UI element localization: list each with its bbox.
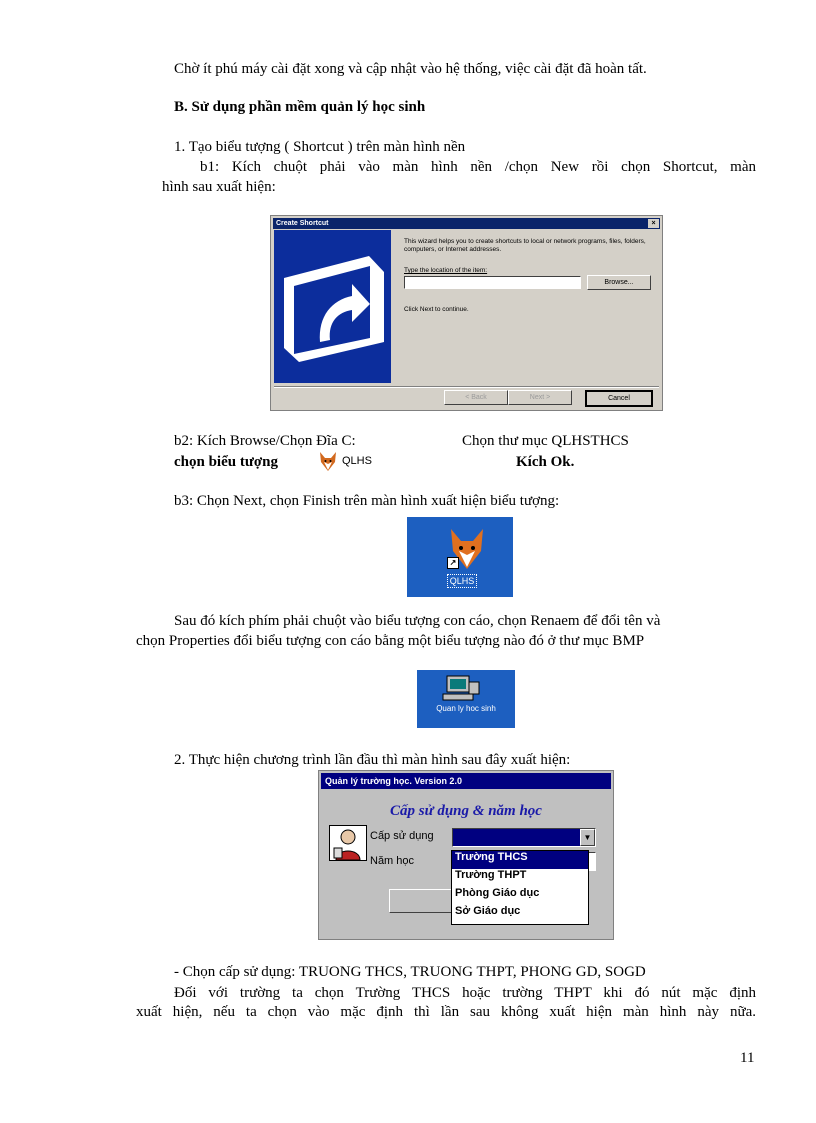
cancel-button[interactable]: Cancel: [585, 390, 653, 407]
desktop-icon-label: Quan ly hoc sinh: [436, 704, 496, 713]
back-button[interactable]: < Back: [444, 390, 508, 405]
b1-line1: b1: Kích chuột phải vào màn hình nền /chọn New rồi chọn Shortcut, màn: [200, 159, 756, 175]
dialog-title: Create Shortcut: [273, 218, 660, 229]
page-number: 11: [740, 1050, 755, 1066]
create-shortcut-dialog: [270, 215, 663, 411]
choose-level-text: - Chọn cấp sử dụng: TRUONG THCS, TRUONG THPT, PHONG GD, SOGD: [174, 964, 646, 980]
divider: [274, 386, 659, 388]
step2-heading: 2. Thực hiện chương trình lần đầu thì màn hình sau đây xuất hiện:: [174, 752, 571, 768]
step1-heading: 1. Tạo biểu tượng ( Shortcut ) trên màn hình nền: [174, 139, 466, 155]
location-input[interactable]: [404, 276, 581, 289]
wizard-intro: This wizard helps you to create shortcuts to local or network programs, files, folders, computers, or Internet addresses.: [404, 238, 646, 253]
desktop-student-shortcut[interactable]: [417, 670, 515, 728]
close-icon[interactable]: ×: [648, 219, 659, 228]
desktop-qlhs-shortcut[interactable]: [407, 517, 513, 597]
option-thcs[interactable]: Trường THCS: [452, 851, 588, 869]
b2-browse: b2: Kích Browse/Chọn Đĩa C:: [174, 433, 356, 449]
fox-icon-label: QLHS: [342, 455, 372, 467]
option-phong-gd[interactable]: Phòng Giáo dục: [455, 887, 540, 899]
rename-line2: chọn Properties đổi biểu tượng con cáo bằng một biểu tượng nào đó ở thư mục BMP: [136, 633, 645, 649]
app-title: Quản lý trường học. Version 2.0: [321, 773, 611, 789]
chevron-down-icon[interactable]: ▼: [580, 829, 595, 846]
paragraph-install-done: Chờ ít phú máy cài đặt xong và cập nhật vào hệ thống, việc cài đặt đã hoàn tất.: [174, 61, 647, 77]
shortcut-arrow-icon: [274, 230, 391, 383]
dialog-heading: Cấp sử dụng & năm học: [390, 803, 542, 819]
level-dropdown-list: [451, 850, 589, 925]
next-button[interactable]: Next >: [508, 390, 572, 405]
section-b-heading: B. Sử dụng phần mềm quản lý học sinh: [174, 99, 426, 115]
b3-text: b3: Chọn Next, chọn Finish trên màn hình xuất hiện biểu tượng:: [174, 493, 560, 509]
wizard-graphic: [274, 230, 391, 383]
computer-icon: [441, 674, 481, 702]
browse-button[interactable]: Browse...: [587, 275, 651, 290]
continue-hint: Click Next to continue.: [404, 306, 469, 313]
b1-line2: hình sau xuất hiện:: [162, 179, 276, 195]
level-select[interactable]: [452, 828, 596, 847]
option-thpt[interactable]: Trường THPT: [455, 869, 527, 881]
user-avatar-icon: [329, 825, 367, 861]
desktop-icon-label: QLHS: [447, 574, 477, 588]
fox-icon: [318, 450, 338, 472]
shortcut-arrow-icon: ↗: [447, 557, 459, 569]
b2-click-ok: Kích Ok.: [516, 454, 575, 470]
year-label: Năm học: [370, 855, 415, 867]
location-label: Type the location of the item:: [404, 267, 488, 274]
level-label: Cấp sử dụng: [370, 830, 434, 842]
rename-line1: Sau đó kích phím phải chuột vào biểu tượng con cáo, chọn Renaem để đổi tên và: [174, 613, 661, 629]
last-paragraph-line1: Đối với trường ta chọn Trường THCS hoặc trường THPT khi đó nút mặc định: [174, 985, 756, 1001]
b2-folder: Chọn thư mục QLHSTHCS: [462, 433, 629, 449]
last-paragraph-line2: xuất hiện, nếu ta chọn vào mặc định thì lần sau không xuất hiện màn hình này nữa.: [136, 1004, 756, 1020]
option-so-gd[interactable]: Sở Giáo dục: [455, 905, 521, 917]
b2-choose-icon: chọn biểu tượng: [174, 454, 278, 470]
